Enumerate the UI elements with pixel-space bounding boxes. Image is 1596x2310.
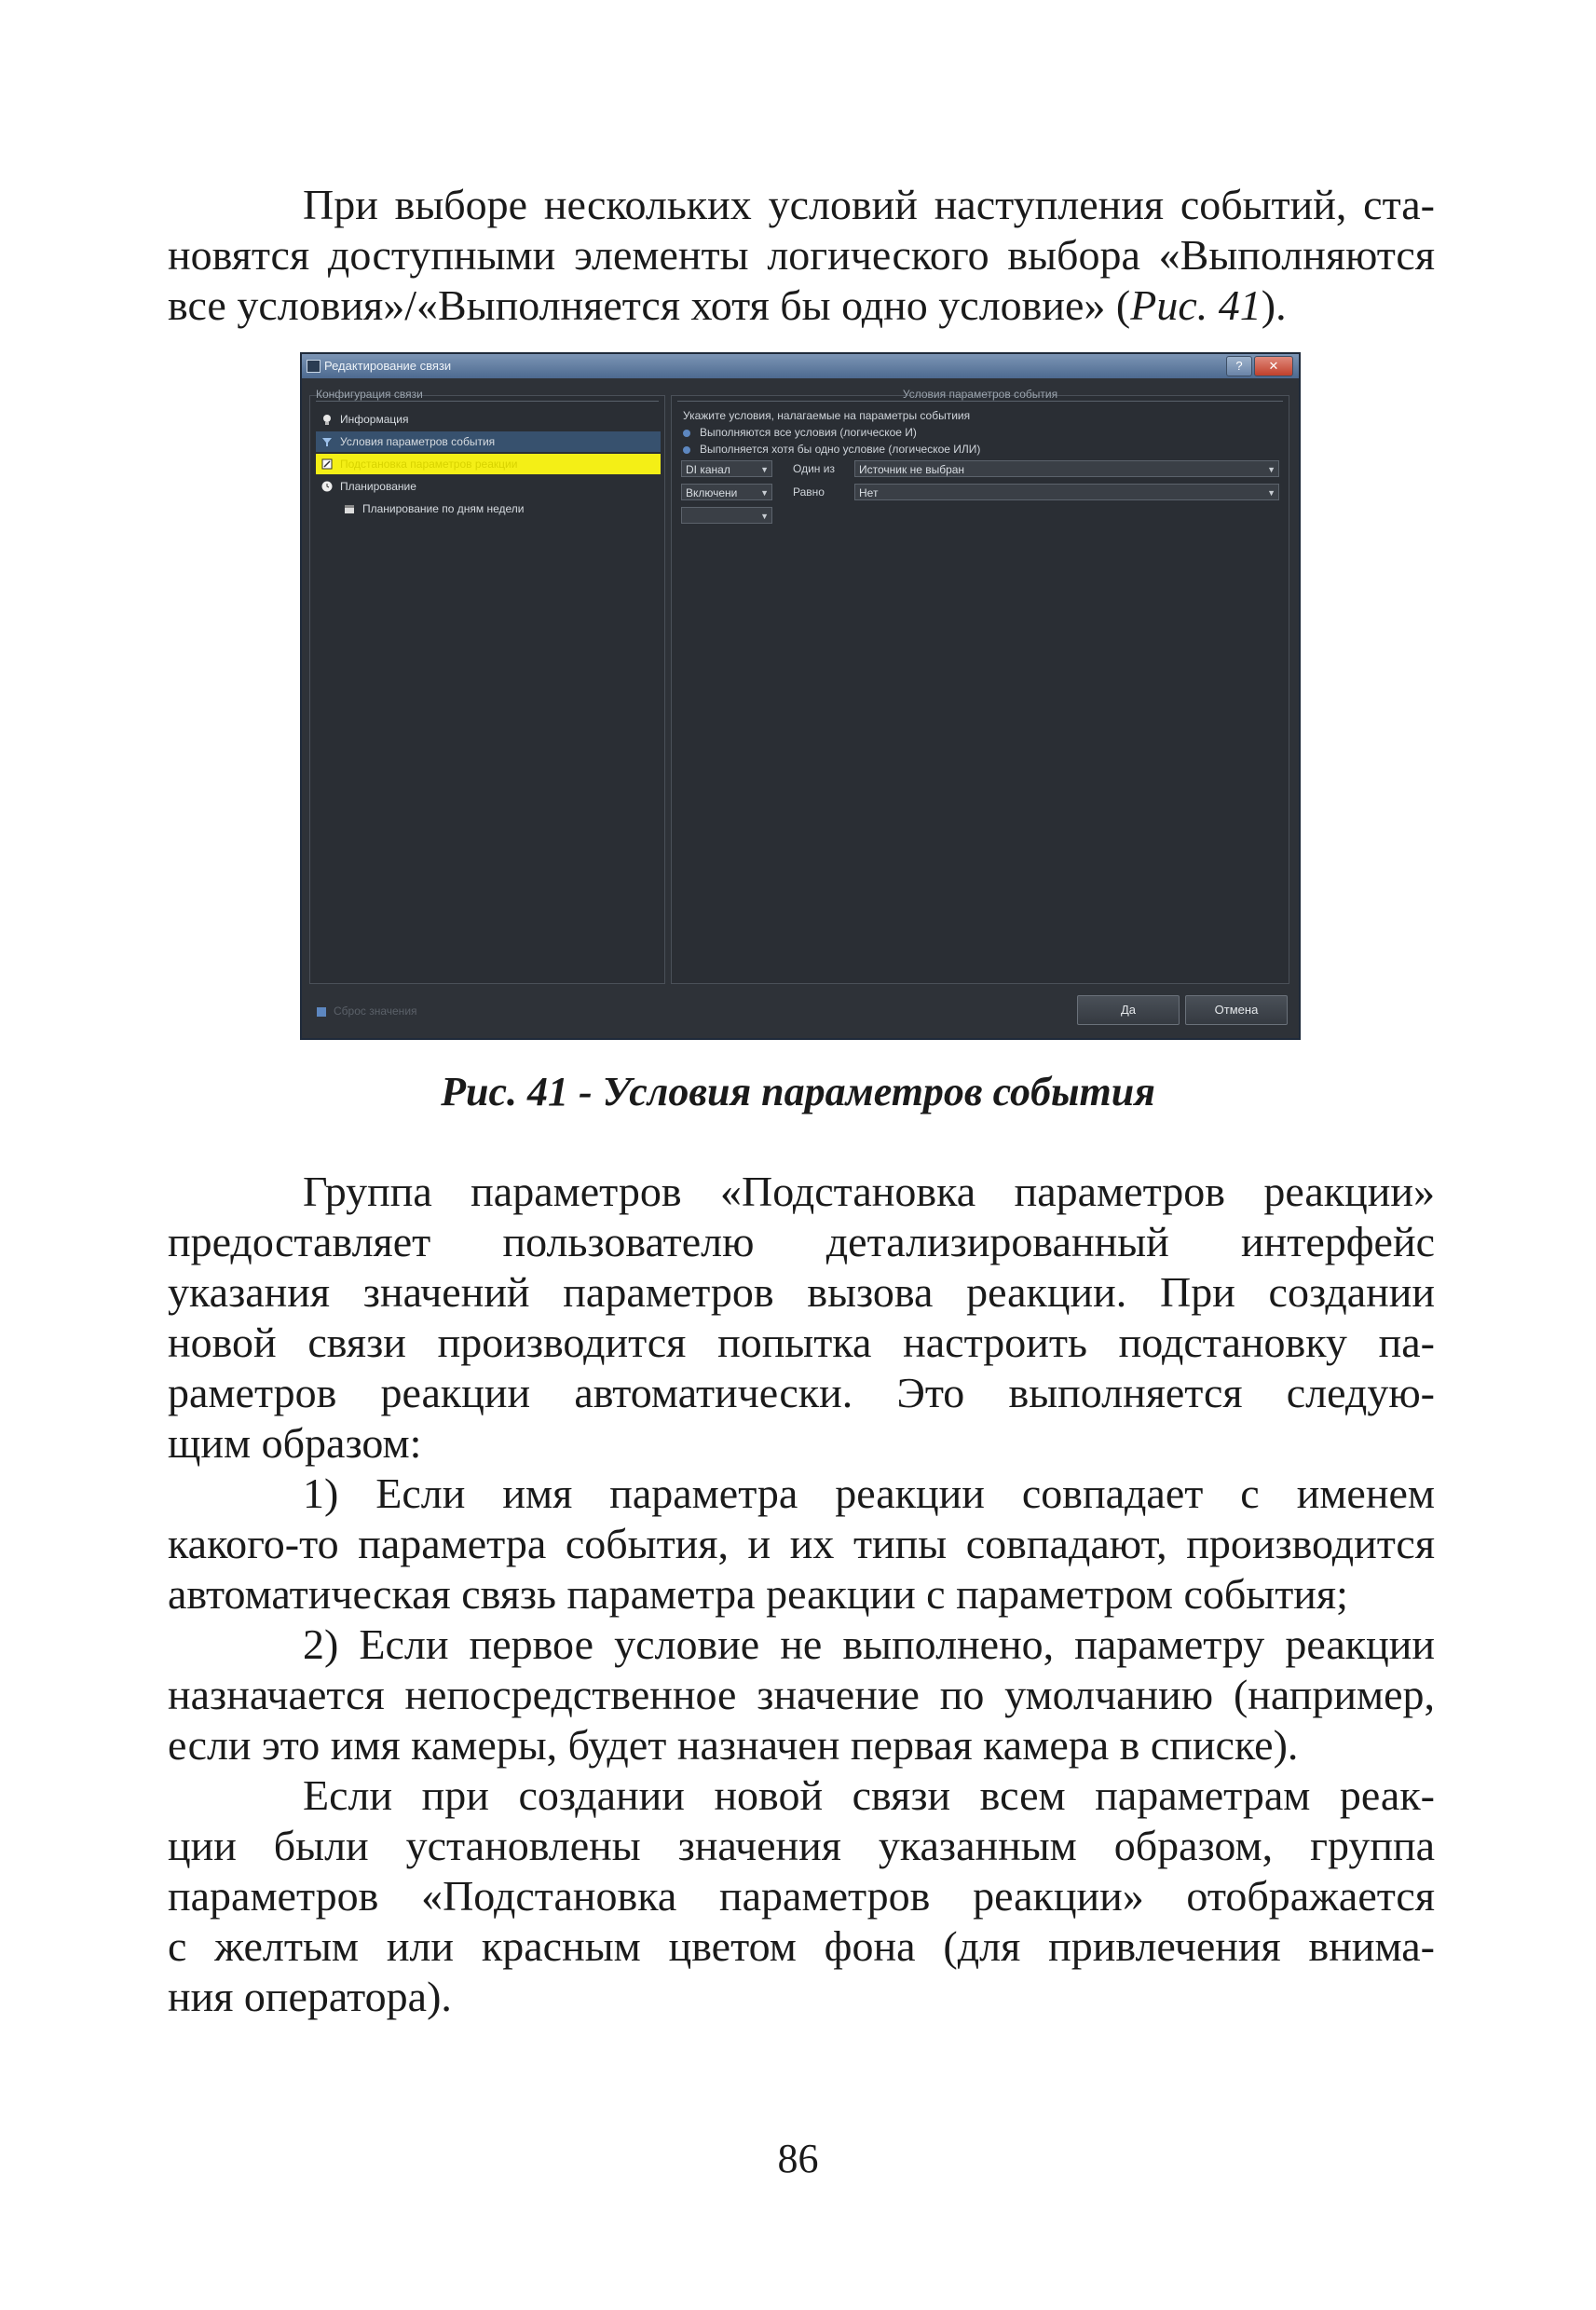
conditions-panel [671, 388, 1289, 984]
reset-checkbox[interactable]: Сброс значения [317, 1005, 417, 1018]
radio-all-conditions[interactable]: Выполняются все условия (логическое И) [683, 426, 917, 439]
conditions-panel-title: Условия параметров события [677, 388, 1283, 402]
ok-button[interactable]: Да [1077, 995, 1180, 1025]
field-select-3[interactable] [681, 507, 772, 524]
text-line: с желтым или красным цветом фона (для привлечения внима- [168, 1922, 1435, 1970]
tree-item-event-conditions[interactable] [316, 431, 661, 452]
title-bar [302, 354, 1299, 378]
filter-icon [321, 436, 333, 447]
text-line: раметров реакции автоматически. Это выполняется следую- [168, 1369, 1435, 1416]
close-button[interactable]: ✕ [1254, 356, 1293, 376]
text-line: указания значений параметров вызова реакции. При создании [168, 1268, 1435, 1316]
value-select-2[interactable]: Нет ▼ [854, 484, 1279, 500]
tree-item-info[interactable] [316, 409, 661, 430]
text-line: 2) Если первое условие не выполнено, параметру реакции [303, 1620, 1435, 1668]
calendar-icon [344, 503, 355, 514]
config-panel [309, 388, 665, 984]
chevron-down-icon: ▼ [760, 512, 769, 521]
paragraph-4 [168, 1770, 1435, 2022]
paragraph-2 [168, 1469, 1435, 1620]
edit-icon [321, 458, 333, 470]
checkbox-icon [317, 1007, 326, 1017]
text-line: щим образом: [168, 1419, 422, 1467]
page-number: 86 [777, 2136, 819, 2181]
tree-item-planning[interactable] [316, 476, 661, 497]
lightbulb-icon [321, 414, 333, 425]
text-line: Если при создании новой связи всем параметрам реак- [303, 1771, 1435, 1819]
radio-any-condition[interactable]: Выполняется хотя бы одно условие (логическое ИЛИ) [683, 443, 980, 456]
window-title: Редактирование связи [324, 359, 452, 373]
tree-item-label: Планирование по дням недели [362, 502, 525, 515]
tree-item-label: Подстановка параметров реакции [340, 458, 518, 471]
tree-item-reaction-substitution[interactable] [316, 454, 661, 474]
operator-label-2: Равно [793, 485, 825, 499]
cancel-button[interactable]: Отмена [1185, 995, 1288, 1025]
text-line: предоставляет пользователю детализированный интерфейс [168, 1218, 1435, 1265]
text-line: параметров «Подстановка параметров реакции» отображается [168, 1872, 1435, 1920]
instruction-text: Укажите условия, налагаемые на параметры событиия [683, 409, 971, 422]
text-line: ции были установлены значения указанным образом, группа [168, 1822, 1435, 1869]
tree-item-weekday-planning[interactable] [338, 499, 661, 519]
text-line: автоматическая связь параметра реакции с параметром события; [168, 1570, 1348, 1618]
operator-label-1: Один из [793, 462, 835, 475]
clock-icon [321, 481, 333, 492]
paragraph-1 [168, 1167, 1435, 1469]
value-select-1[interactable]: Источник не выбран ▼ [854, 460, 1279, 477]
radio-icon [683, 446, 690, 454]
field-select-1[interactable]: DI канал ▼ [681, 460, 772, 477]
text-line: 1) Если имя параметра реакции совпадает с именем [303, 1469, 1435, 1517]
app-icon [307, 360, 321, 373]
radio-icon [683, 430, 690, 437]
chevron-down-icon: ▼ [1267, 465, 1275, 474]
intro-paragraph [168, 180, 1435, 331]
tree-item-label: Планирование [340, 480, 416, 493]
text-line: все условия»/«Выполняется хотя бы одно условие» (Рис. 41). [168, 281, 1287, 329]
figure-caption: Рис. 41 - Условия параметров события [441, 1069, 1155, 1114]
field-select-2[interactable]: Включени ▼ [681, 484, 772, 500]
text-line: новятся доступными элементы логического выбора «Выполняются [168, 231, 1435, 279]
text-line: Группа параметров «Подстановка параметров реакции» [303, 1168, 1435, 1215]
tree-item-label: Информация [340, 413, 409, 426]
chevron-down-icon: ▼ [760, 488, 769, 498]
chevron-down-icon: ▼ [1267, 488, 1275, 498]
text-line: ния оператора). [168, 1973, 452, 2020]
chevron-down-icon: ▼ [760, 465, 769, 474]
help-button[interactable]: ? [1226, 356, 1252, 376]
paragraph-3 [168, 1620, 1435, 1770]
tree-item-label: Условия параметров события [340, 435, 496, 448]
text-line: При выборе нескольких условий наступления событий, ста- [303, 181, 1435, 228]
dialog-screenshot [300, 352, 1301, 1040]
text-line: новой связи производится попытка настроить подстановку па- [168, 1319, 1435, 1366]
text-line: какого-то параметра события, и их типы совпадают, производится [168, 1520, 1435, 1567]
text-line: назначается непосредственное значение по умолчанию (например, [168, 1671, 1435, 1718]
figure-reference: Рис. 41 [1130, 281, 1262, 329]
config-panel-title: Конфигурация связи [316, 388, 659, 402]
text-line: если это имя камеры, будет назначен первая камера в списке). [168, 1721, 1299, 1769]
